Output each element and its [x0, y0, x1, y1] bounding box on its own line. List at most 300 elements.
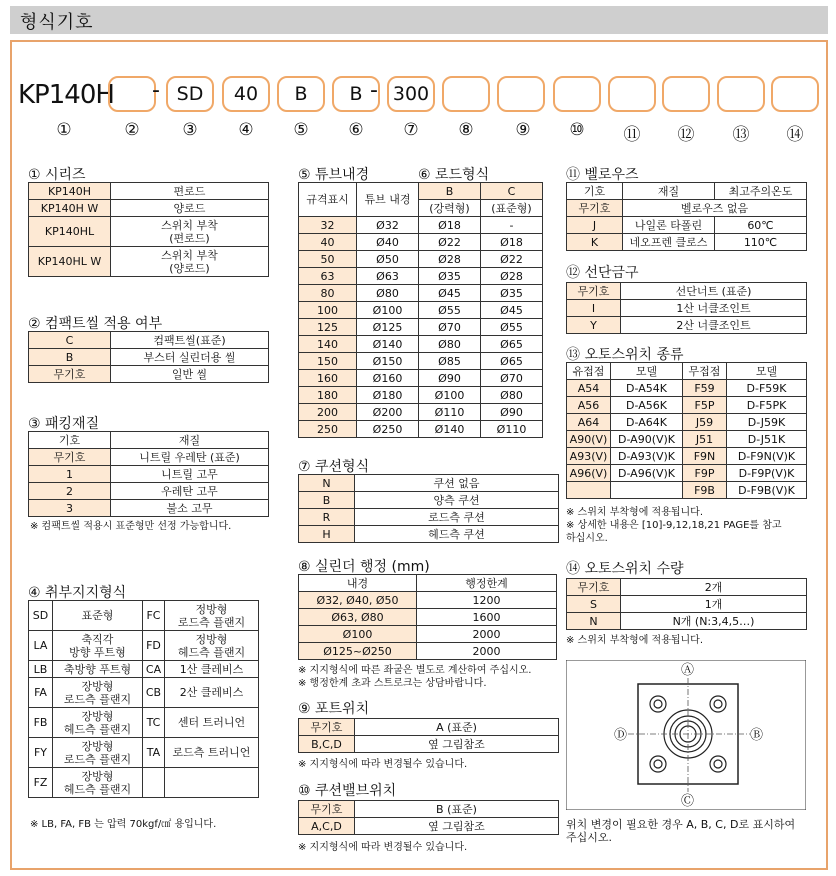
table-header-cell: 유접점: [567, 363, 611, 380]
table-cell: 1: [29, 466, 111, 483]
table-row: [29, 768, 259, 798]
table-cell: C: [29, 332, 111, 349]
table-cell: Ø80: [357, 285, 419, 302]
code-box-7: 300: [387, 76, 435, 112]
port-position-figure: [566, 660, 806, 810]
table-cell: D-F59K: [727, 380, 807, 397]
table-header-cell: 튜브 내경: [357, 183, 419, 217]
table-header-cell: 행정한계: [417, 575, 557, 592]
table-cell: Ø80: [419, 336, 481, 353]
table-row: [299, 319, 543, 336]
table-row: [29, 678, 259, 708]
table-cell: H: [299, 526, 355, 543]
label-b: Ⓑ: [750, 728, 764, 743]
table-row: [567, 300, 807, 317]
table-cell: 부스터 실린더용 씰: [111, 349, 269, 366]
table-cell: Y: [567, 317, 621, 334]
table-cell: 125: [299, 319, 357, 336]
table-cell: 정방형 헤드측 플랜지: [165, 631, 259, 661]
bellows-title: ⑪ 벨로우즈: [566, 167, 639, 183]
table-cell: 불소 고무: [111, 500, 269, 517]
table-row: [29, 738, 259, 768]
cushion-valve-note: ※ 지지형식에 따라 변경될수 있습니다.: [298, 842, 468, 853]
figure-note-2: 주십시오.: [566, 831, 613, 844]
code-number: ⑫: [677, 125, 695, 145]
table-cell: 스위치 부착 (편로드): [111, 217, 269, 247]
table-row: [299, 404, 543, 421]
table-row: [299, 626, 557, 643]
bellows-table: [566, 182, 807, 251]
table-cell: [165, 768, 259, 798]
table-cell: KP140H W: [29, 200, 111, 217]
table-cell: Ø80: [481, 387, 543, 404]
port-note: ※ 지지형식에 따라 변경될수 있습니다.: [298, 759, 468, 770]
code-box-9: [497, 76, 545, 112]
table-cell: Ø28: [419, 251, 481, 268]
table-cell: Ø100: [299, 626, 417, 643]
table-cell: 2000: [417, 643, 557, 660]
cushion-title: ⑦ 쿠션형식: [298, 459, 370, 475]
table-cell: Ø63: [357, 268, 419, 285]
code-box-2: [108, 76, 156, 112]
table-cell: 축방향 푸트형: [53, 661, 143, 678]
table-row: [299, 509, 559, 526]
table-cell: 선단너트 (표준): [621, 283, 807, 300]
table-cell: D-A56K: [611, 397, 683, 414]
compact-seal-table: [28, 331, 269, 383]
table-row: [567, 283, 807, 300]
table-row: [29, 247, 269, 277]
code-box-4: 40: [222, 76, 270, 112]
table-cell: A96(V): [567, 465, 611, 482]
port-title: ⑨ 포트위치: [298, 701, 370, 717]
rod-end-table: [566, 282, 807, 334]
packing-note: ※ 컴팩트씰 적용시 표준형만 선정 가능합니다.: [30, 521, 232, 532]
table-cell: Ø32, Ø40, Ø50: [299, 592, 417, 609]
table-cell: Ø125~Ø250: [299, 643, 417, 660]
switch-qty-title: ⑭ 오토스위치 수량: [566, 561, 684, 577]
table-cell: D-F9B(V)K: [727, 482, 807, 499]
switch-qty-table: [566, 578, 807, 630]
table-row: [29, 466, 269, 483]
code-number: ⑥: [348, 120, 364, 140]
table-row: [29, 631, 259, 661]
table-cell: A93(V): [567, 448, 611, 465]
table-cell: R: [299, 509, 355, 526]
table-row: [299, 353, 543, 370]
table-cell: Ø22: [419, 234, 481, 251]
table-cell: Ø63, Ø80: [299, 609, 417, 626]
table-cell: F9P: [683, 465, 727, 482]
table-row: [29, 366, 269, 383]
table-cell: 정방형 로드측 플랜지: [165, 601, 259, 631]
figure-note-1: 위치 변경이 필요한 경우 A, B, C, D로 표시하여: [566, 818, 796, 831]
port-table: [298, 718, 559, 753]
table-cell: Ø250: [357, 421, 419, 438]
table-cell: A,C,D: [299, 818, 355, 835]
code-box-8: [442, 76, 490, 112]
table-row: [29, 349, 269, 366]
table-row: [29, 500, 269, 517]
table-cell: 160: [299, 370, 357, 387]
table-cell: I: [567, 300, 621, 317]
table-cell: 센터 트러니언: [165, 708, 259, 738]
table-cell: 헤드측 쿠션: [355, 526, 559, 543]
table-cell: 110℃: [715, 234, 807, 251]
table-row: [29, 332, 269, 349]
series-title: ① 시리즈: [28, 167, 86, 183]
label-d: Ⓓ: [614, 728, 628, 743]
table-cell: S: [567, 596, 621, 613]
table-cell: D-A54K: [611, 380, 683, 397]
table-cell: 140: [299, 336, 357, 353]
table-cell: Ø110: [481, 421, 543, 438]
table-cell: 60℃: [715, 217, 807, 234]
table-cell: 1산 클레비스: [165, 661, 259, 678]
table-cell: Ø65: [481, 336, 543, 353]
table-cell: KP140HL: [29, 217, 111, 247]
table-cell: Ø65: [481, 353, 543, 370]
table-cell: Ø50: [357, 251, 419, 268]
code-number: ⑤: [293, 120, 309, 140]
table-cell: N: [567, 613, 621, 630]
series-table: [28, 182, 269, 277]
table-cell: Ø40: [357, 234, 419, 251]
cushion-valve-title: ⑩ 쿠션밸브위치: [298, 783, 397, 799]
table-cell: 1개: [621, 596, 807, 613]
table-row: [299, 719, 559, 736]
table-cell: Ø125: [357, 319, 419, 336]
table-row: [567, 448, 807, 465]
table-row: [299, 285, 543, 302]
code-number: ③: [182, 120, 198, 140]
table-row: [299, 302, 543, 319]
mounting-note: ※ LB, FA, FB 는 압력 70kgf/㎠ 용입니다.: [30, 819, 217, 830]
table-cell: A64: [567, 414, 611, 431]
code-box-10: [553, 76, 601, 112]
table-cell: TC: [143, 708, 165, 738]
table-row: [299, 421, 543, 438]
table-row: [299, 387, 543, 404]
mounting-table: [28, 600, 259, 798]
table-cell: D-J59K: [727, 414, 807, 431]
table-header-cell: (표준형): [481, 200, 543, 217]
code-box-12: [662, 76, 710, 112]
switch-note-1: ※ 스위치 부착형에 적용됩니다.: [566, 507, 704, 518]
table-cell: Ø45: [481, 302, 543, 319]
code-box-14: [771, 76, 819, 112]
table-cell: D-A90(V)K: [611, 431, 683, 448]
code-number: ④: [238, 120, 254, 140]
rod-title: ⑥ 로드형식: [418, 167, 490, 183]
table-row: [29, 183, 269, 200]
table-cell: FZ: [29, 768, 53, 798]
table-row: [29, 449, 269, 466]
switch-type-title: ⑬ 오토스위치 종류: [566, 347, 684, 363]
table-row: [567, 596, 807, 613]
table-cell: 옆 그림참조: [355, 818, 559, 835]
table-cell: TA: [143, 738, 165, 768]
table-cell: B (표준): [355, 801, 559, 818]
table-cell: A56: [567, 397, 611, 414]
table-cell: Ø85: [419, 353, 481, 370]
table-cell: N개 (N:3,4,5…): [621, 613, 807, 630]
stroke-table: [298, 574, 557, 660]
switch-qty-note: ※ 스위치 부착형에 적용됩니다.: [566, 635, 704, 646]
table-cell: 80: [299, 285, 357, 302]
code-box-6: B: [332, 76, 380, 112]
switch-type-table: [566, 362, 807, 499]
table-cell: LA: [29, 631, 53, 661]
table-cell: Ø35: [481, 285, 543, 302]
label-c: Ⓒ: [681, 794, 695, 809]
stroke-note-2: ※ 행정한계 초과 스트로크는 상담바랍니다.: [298, 678, 487, 689]
table-cell: Ø100: [357, 302, 419, 319]
table-cell: 1산 너클조인트: [621, 300, 807, 317]
section-header: [10, 6, 828, 34]
mounting-title: ④ 취부지지형식: [28, 585, 127, 601]
table-cell: D-F5PK: [727, 397, 807, 414]
table-row: [567, 431, 807, 448]
table-row: [299, 336, 543, 353]
table-row: [299, 801, 559, 818]
table-cell: F59: [683, 380, 727, 397]
stroke-title: ⑧ 실린더 행정 (mm): [298, 559, 430, 575]
table-cell: B: [29, 349, 111, 366]
table-row: [567, 465, 807, 482]
table-row: [567, 482, 807, 499]
table-cell: 150: [299, 353, 357, 370]
table-row: [567, 317, 807, 334]
table-cell: 무기호: [567, 579, 621, 596]
table-cell: 63: [299, 268, 357, 285]
table-row: [299, 609, 557, 626]
table-cell: F9N: [683, 448, 727, 465]
table-row: [299, 643, 557, 660]
table-cell: B: [299, 492, 355, 509]
table-cell: 40: [299, 234, 357, 251]
table-cell: 2: [29, 483, 111, 500]
table-cell: A54: [567, 380, 611, 397]
table-cell: F5P: [683, 397, 727, 414]
table-cell: 니트릴 고무: [111, 466, 269, 483]
table-cell: KP140H: [29, 183, 111, 200]
table-row: [29, 483, 269, 500]
table-row: [299, 234, 543, 251]
table-cell: 50: [299, 251, 357, 268]
table-cell: 옆 그림참조: [355, 736, 559, 753]
table-cell: J59: [683, 414, 727, 431]
table-cell: D-F9P(V)K: [727, 465, 807, 482]
table-cell: 양로드: [111, 200, 269, 217]
switch-note-2: ※ 상세한 내용은 [10]-9,12,18,21 PAGE를 참고: [566, 520, 782, 531]
table-row: [299, 526, 559, 543]
table-cell: 무기호: [29, 449, 111, 466]
table-cell: J: [567, 217, 623, 234]
table-row: [567, 380, 807, 397]
table-row: [567, 397, 807, 414]
table-header-cell: C: [481, 183, 543, 200]
table-header-cell: 최고주의온도: [715, 183, 807, 200]
code-number: ⑩: [569, 120, 585, 140]
table-row: [567, 613, 807, 630]
code-number: ⑭: [786, 125, 804, 145]
table-header-cell: 규격표시: [299, 183, 357, 217]
code-dash: -: [370, 78, 378, 103]
table-cell: LB: [29, 661, 53, 678]
code-box-3: SD: [166, 76, 214, 112]
table-header-cell: 기호: [567, 183, 623, 200]
table-cell: D-A93(V)K: [611, 448, 683, 465]
table-cell: FB: [29, 708, 53, 738]
table-cell: Ø18: [419, 217, 481, 234]
table-cell: D-A64K: [611, 414, 683, 431]
table-cell: J51: [683, 431, 727, 448]
code-box-11: [608, 76, 656, 112]
table-cell: KP140HL W: [29, 247, 111, 277]
table-cell: 장방형 로드측 플랜지: [53, 738, 143, 768]
table-cell: 무기호: [299, 719, 355, 736]
table-cell: Ø140: [419, 421, 481, 438]
table-cell: Ø160: [357, 370, 419, 387]
table-cell: 우레탄 고무: [111, 483, 269, 500]
packing-table: [28, 431, 269, 517]
table-row: [567, 414, 807, 431]
table-cell: Ø150: [357, 353, 419, 370]
table-cell: 250: [299, 421, 357, 438]
table-cell: Ø180: [357, 387, 419, 404]
table-row: [29, 661, 259, 678]
compact-seal-title: ② 컴팩트씰 적용 여부: [28, 316, 163, 332]
table-row: [299, 475, 559, 492]
packing-title: ③ 패킹재질: [28, 416, 100, 432]
table-row: [29, 217, 269, 247]
table-cell: Ø22: [481, 251, 543, 268]
table-cell: [611, 482, 683, 499]
table-cell: 벨로우즈 없음: [623, 200, 807, 217]
table-cell: D-F9N(V)K: [727, 448, 807, 465]
table-cell: 로드측 트러니언: [165, 738, 259, 768]
table-cell: 무기호: [567, 283, 621, 300]
table-cell: 200: [299, 404, 357, 421]
table-row: [299, 736, 559, 753]
table-cell: 로드측 쿠션: [355, 509, 559, 526]
table-cell: Ø32: [357, 217, 419, 234]
table-cell: 장방형 로드측 플랜지: [53, 678, 143, 708]
table-cell: 3: [29, 500, 111, 517]
table-cell: [567, 482, 611, 499]
table-header-cell: B: [419, 183, 481, 200]
table-cell: 180: [299, 387, 357, 404]
table-cell: 1200: [417, 592, 557, 609]
table-cell: Ø200: [357, 404, 419, 421]
table-cell: Ø55: [481, 319, 543, 336]
table-cell: Ø35: [419, 268, 481, 285]
table-cell: A (표준): [355, 719, 559, 736]
table-cell: 니트릴 우레탄 (표준): [111, 449, 269, 466]
label-a: Ⓐ: [681, 663, 695, 678]
table-cell: CB: [143, 678, 165, 708]
code-dash: -: [152, 78, 160, 103]
table-cell: 나일론 타폴린: [623, 217, 715, 234]
cushion-valve-table: [298, 800, 559, 835]
table-cell: 무기호: [299, 801, 355, 818]
table-cell: 일반 씰: [111, 366, 269, 383]
table-cell: Ø18: [481, 234, 543, 251]
table-cell: Ø110: [419, 404, 481, 421]
code-number: ⑪: [623, 125, 641, 145]
table-header-cell: 기호: [29, 432, 111, 449]
table-cell: 32: [299, 217, 357, 234]
table-row: [299, 268, 543, 285]
cushion-table: [298, 474, 559, 543]
table-cell: D-A96(V)K: [611, 465, 683, 482]
table-row: [29, 601, 259, 631]
table-cell: FY: [29, 738, 53, 768]
table-cell: 2산 클레비스: [165, 678, 259, 708]
table-cell: 100: [299, 302, 357, 319]
table-cell: 2산 너클조인트: [621, 317, 807, 334]
table-cell: 쿠션 없음: [355, 475, 559, 492]
code-box-5: B: [277, 76, 325, 112]
table-cell: Ø55: [419, 302, 481, 319]
table-cell: Ø90: [481, 404, 543, 421]
table-header-cell: (강력형): [419, 200, 481, 217]
table-cell: 양측 쿠션: [355, 492, 559, 509]
table-cell: FD: [143, 631, 165, 661]
table-row: [299, 251, 543, 268]
table-cell: 축직각 방향 푸트형: [53, 631, 143, 661]
table-row: [299, 492, 559, 509]
table-cell: 네오프렌 클로스: [623, 234, 715, 251]
code-number: ⑧: [458, 120, 474, 140]
table-cell: 2개: [621, 579, 807, 596]
table-cell: 장방형 헤드측 플랜지: [53, 768, 143, 798]
table-cell: Ø90: [419, 370, 481, 387]
stroke-note-1: ※ 지지형식에 따른 좌굴은 별도로 계산하여 주십시오.: [298, 665, 532, 676]
table-header-cell: 모델: [611, 363, 683, 380]
table-row: [299, 217, 543, 234]
table-cell: K: [567, 234, 623, 251]
table-header-cell: 재질: [623, 183, 715, 200]
bore-rod-table: [298, 182, 543, 438]
table-row: [299, 818, 559, 835]
code-number: ①: [56, 120, 72, 140]
table-cell: D-J51K: [727, 431, 807, 448]
code-number: ⑬: [732, 125, 750, 145]
model-prefix: KP140H: [18, 80, 114, 110]
table-cell: 스위치 부착 (양로드): [111, 247, 269, 277]
table-cell: Ø70: [419, 319, 481, 336]
table-row: [567, 579, 807, 596]
rod-end-title: ⑫ 선단금구: [566, 265, 639, 281]
table-cell: Ø28: [481, 268, 543, 285]
table-cell: Ø70: [481, 370, 543, 387]
table-cell: FC: [143, 601, 165, 631]
bore-title: ⑤ 튜브내경: [298, 167, 370, 183]
table-header-cell: 재질: [111, 432, 269, 449]
table-cell: Ø140: [357, 336, 419, 353]
table-header-cell: 무접점: [683, 363, 727, 380]
table-cell: F9B: [683, 482, 727, 499]
table-cell: B,C,D: [299, 736, 355, 753]
table-header-cell: 모델: [727, 363, 807, 380]
table-cell: 편로드: [111, 183, 269, 200]
table-cell: 2000: [417, 626, 557, 643]
table-cell: A90(V): [567, 431, 611, 448]
table-cell: 무기호: [29, 366, 111, 383]
table-cell: 표준형: [53, 601, 143, 631]
